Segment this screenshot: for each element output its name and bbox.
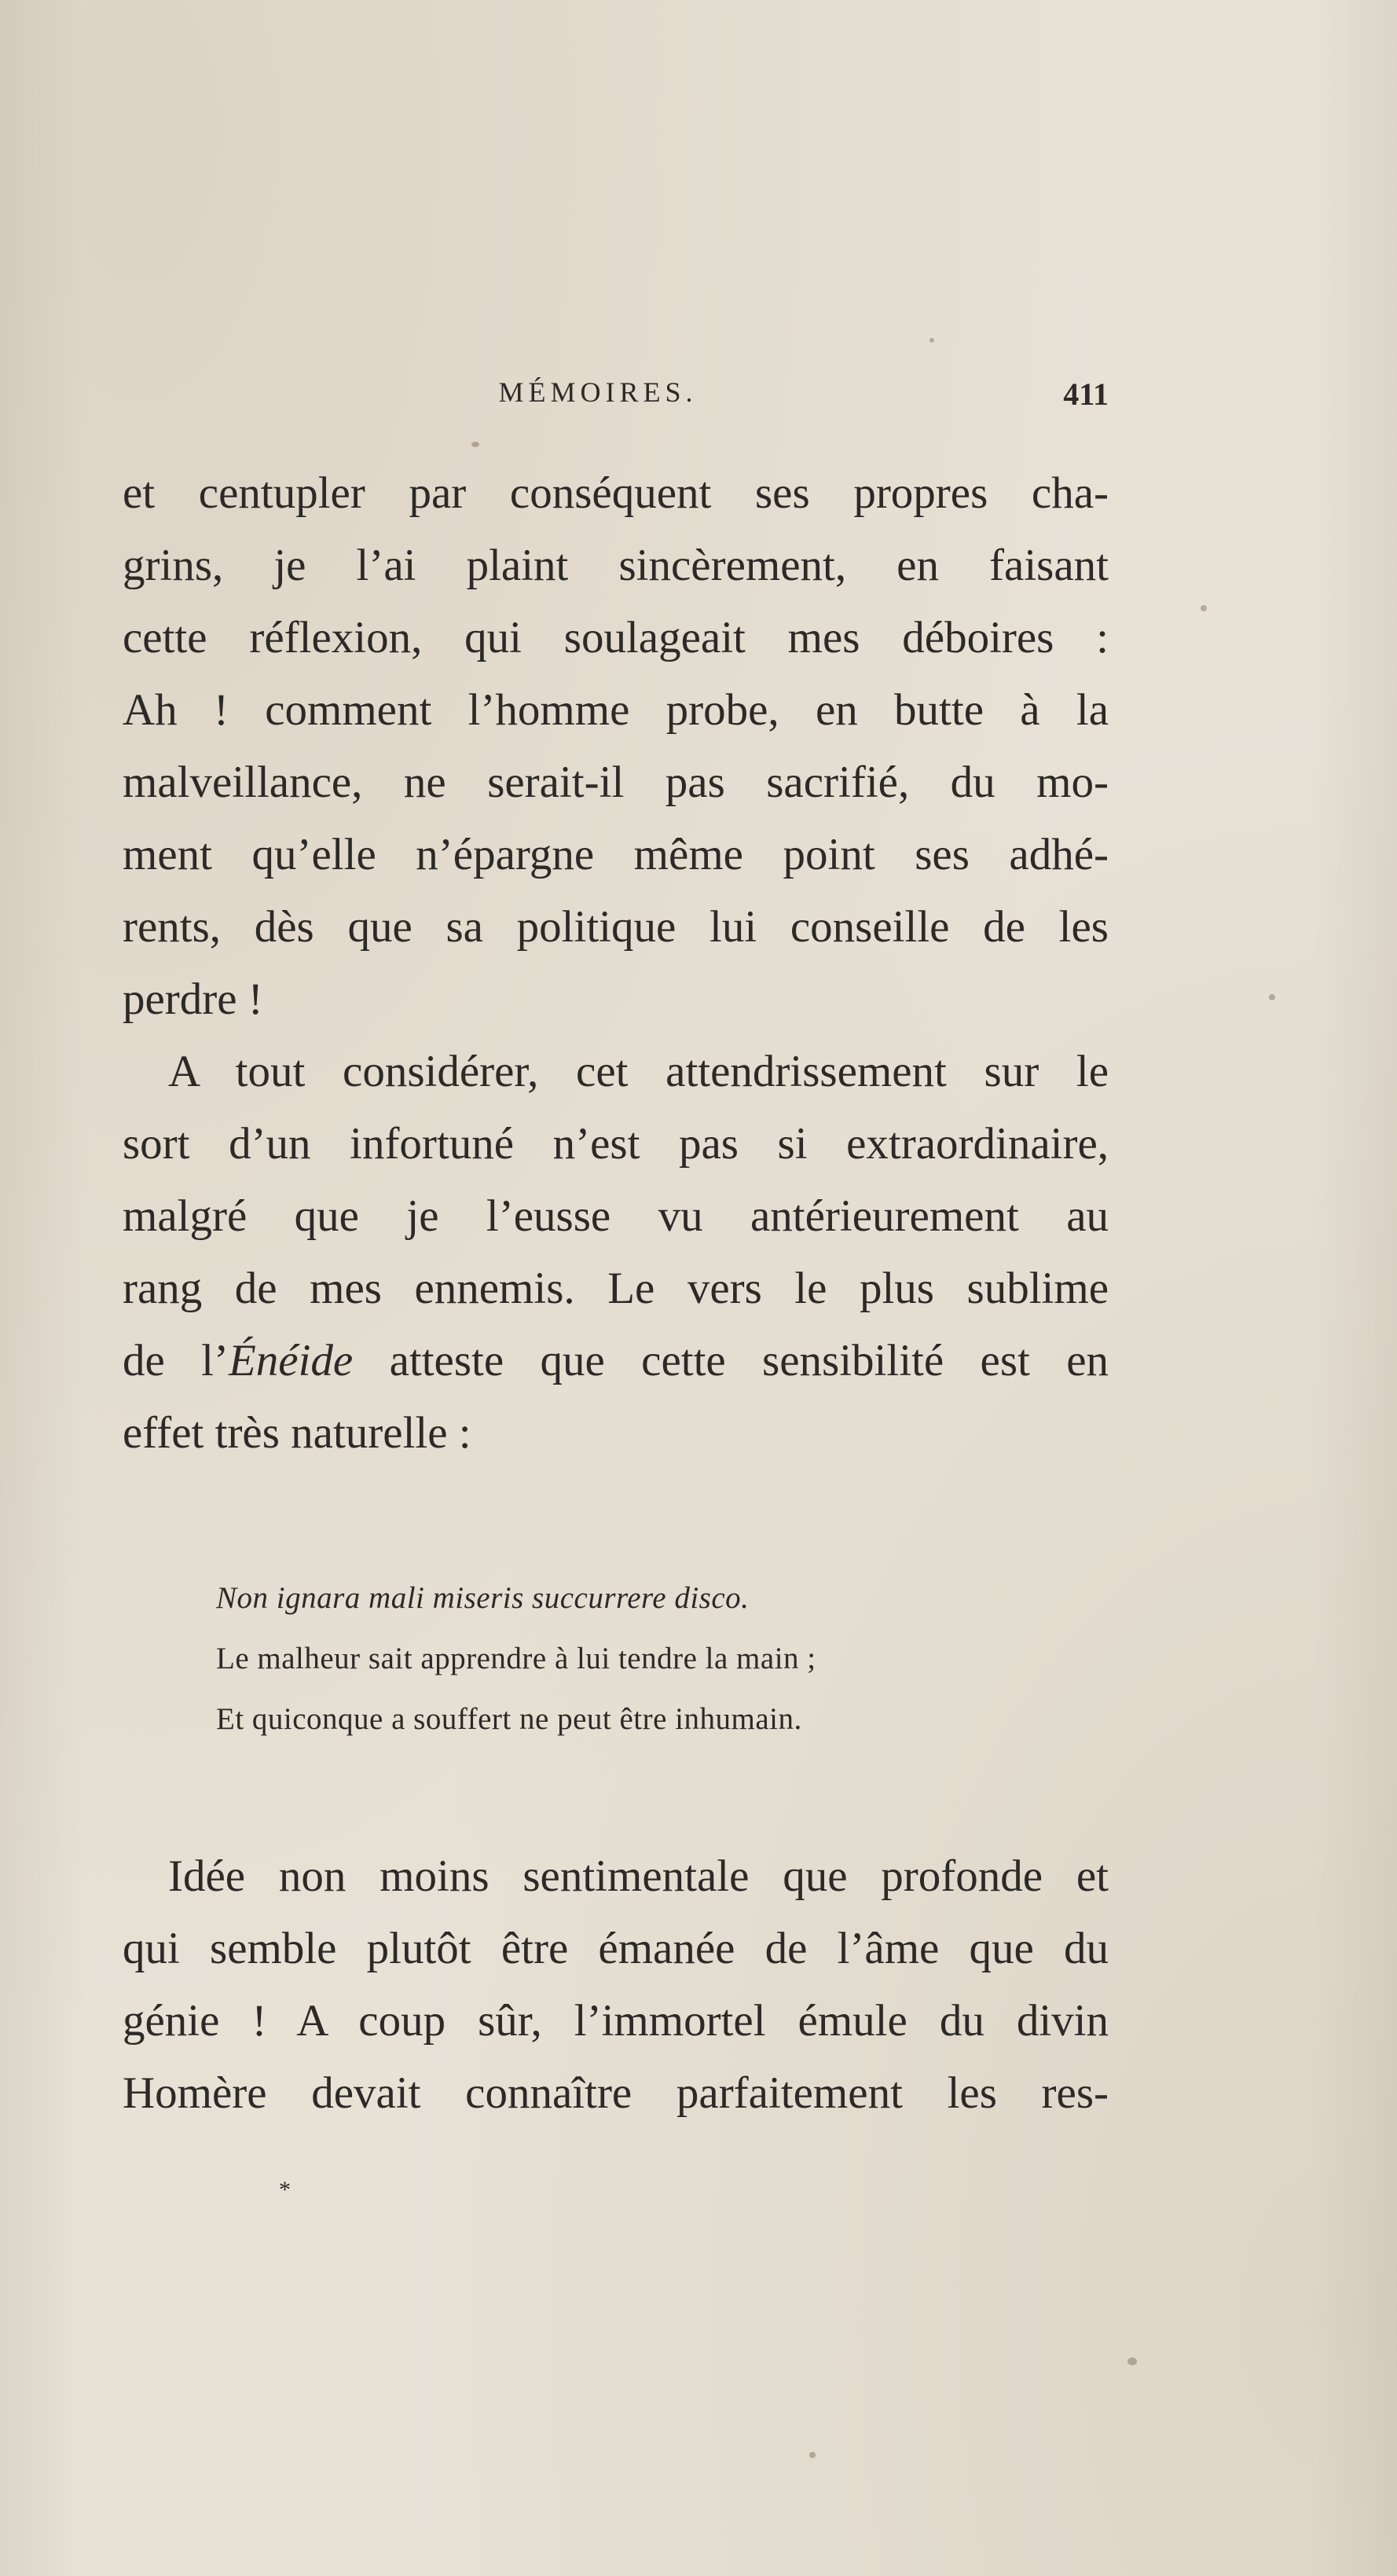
paper-speck <box>471 442 479 447</box>
paragraph-3-line-3: génie ! A coup sûr, l’immortel émule du divin <box>123 1996 1109 2046</box>
paragraph-3-line-1: Idée non moins sentimentale que profonde et <box>168 1851 1109 1901</box>
paragraph-1-line-7: rents, dès que sa politique lui conseille de les <box>123 902 1109 952</box>
paragraph-2-line-6: effet très naturelle : <box>123 1408 471 1458</box>
paper-speck <box>809 2452 816 2458</box>
paragraph-1-line-5: malveillance, ne serait-il pas sacrifié, du mo- <box>123 758 1109 807</box>
paragraph-1-line-6: ment qu’elle n’épargne même point ses adhé- <box>123 830 1109 879</box>
verse-quotation <box>216 1568 1080 1749</box>
paragraph-2-line-5-start: de l’ <box>123 1336 229 1385</box>
paragraph-2-line-5 <box>123 1325 1109 1397</box>
page-number: 411 <box>1063 376 1109 412</box>
verse-latin-line: Non ignara mali miseris succurrere disco. <box>216 1581 750 1615</box>
body-text-bottom <box>123 1840 1109 2130</box>
running-head <box>123 376 1109 415</box>
paper-speck <box>1128 2358 1137 2365</box>
paragraph-2-line-4: rang de mes ennemis. Le vers le plus sublime <box>123 1264 1109 1313</box>
paragraph-2-line-1: A tout considérer, cet attendrissement sur le <box>168 1047 1109 1096</box>
verse-line-3: Et quiconque a souffert ne peut être inhumain. <box>216 1702 802 1736</box>
paragraph-1-line-8: perdre ! <box>123 974 263 1024</box>
paragraph-2-line-2: sort d’un infortuné n’est pas si extraordinaire, <box>123 1119 1109 1169</box>
paragraph-1-line-2: grins, je l’ai plaint sincèrement, en faisant <box>123 541 1109 590</box>
body-text-top <box>123 457 1109 1470</box>
running-title: MÉMOIRES. <box>498 376 698 408</box>
paper-speck <box>1201 605 1207 611</box>
aeneid-title: Énéide <box>228 1336 354 1385</box>
paper-speck <box>1269 994 1275 1000</box>
paragraph-2-line-5-end: atteste que cette sensibilité est en <box>353 1336 1109 1385</box>
paragraph-3-line-2: qui semble plutôt être émanée de l’âme que du <box>123 1924 1109 1973</box>
paragraph-1-line-3: cette réflexion, qui soulageait mes déboires : <box>123 613 1109 662</box>
signature-mark: * <box>279 2177 291 2203</box>
paper-speck <box>930 338 934 343</box>
paragraph-1-line-1: et centupler par conséquent ses propres cha- <box>123 468 1109 518</box>
verse-line-2: Le malheur sait apprendre à lui tendre la main ; <box>216 1642 816 1675</box>
paragraph-3-line-4: Homère devait connaître parfaitement les res- <box>123 2068 1109 2118</box>
paragraph-1-line-4: Ah ! comment l’homme probe, en butte à la <box>123 685 1109 735</box>
paragraph-2-line-3: malgré que je l’eusse vu antérieurement au <box>123 1191 1109 1241</box>
